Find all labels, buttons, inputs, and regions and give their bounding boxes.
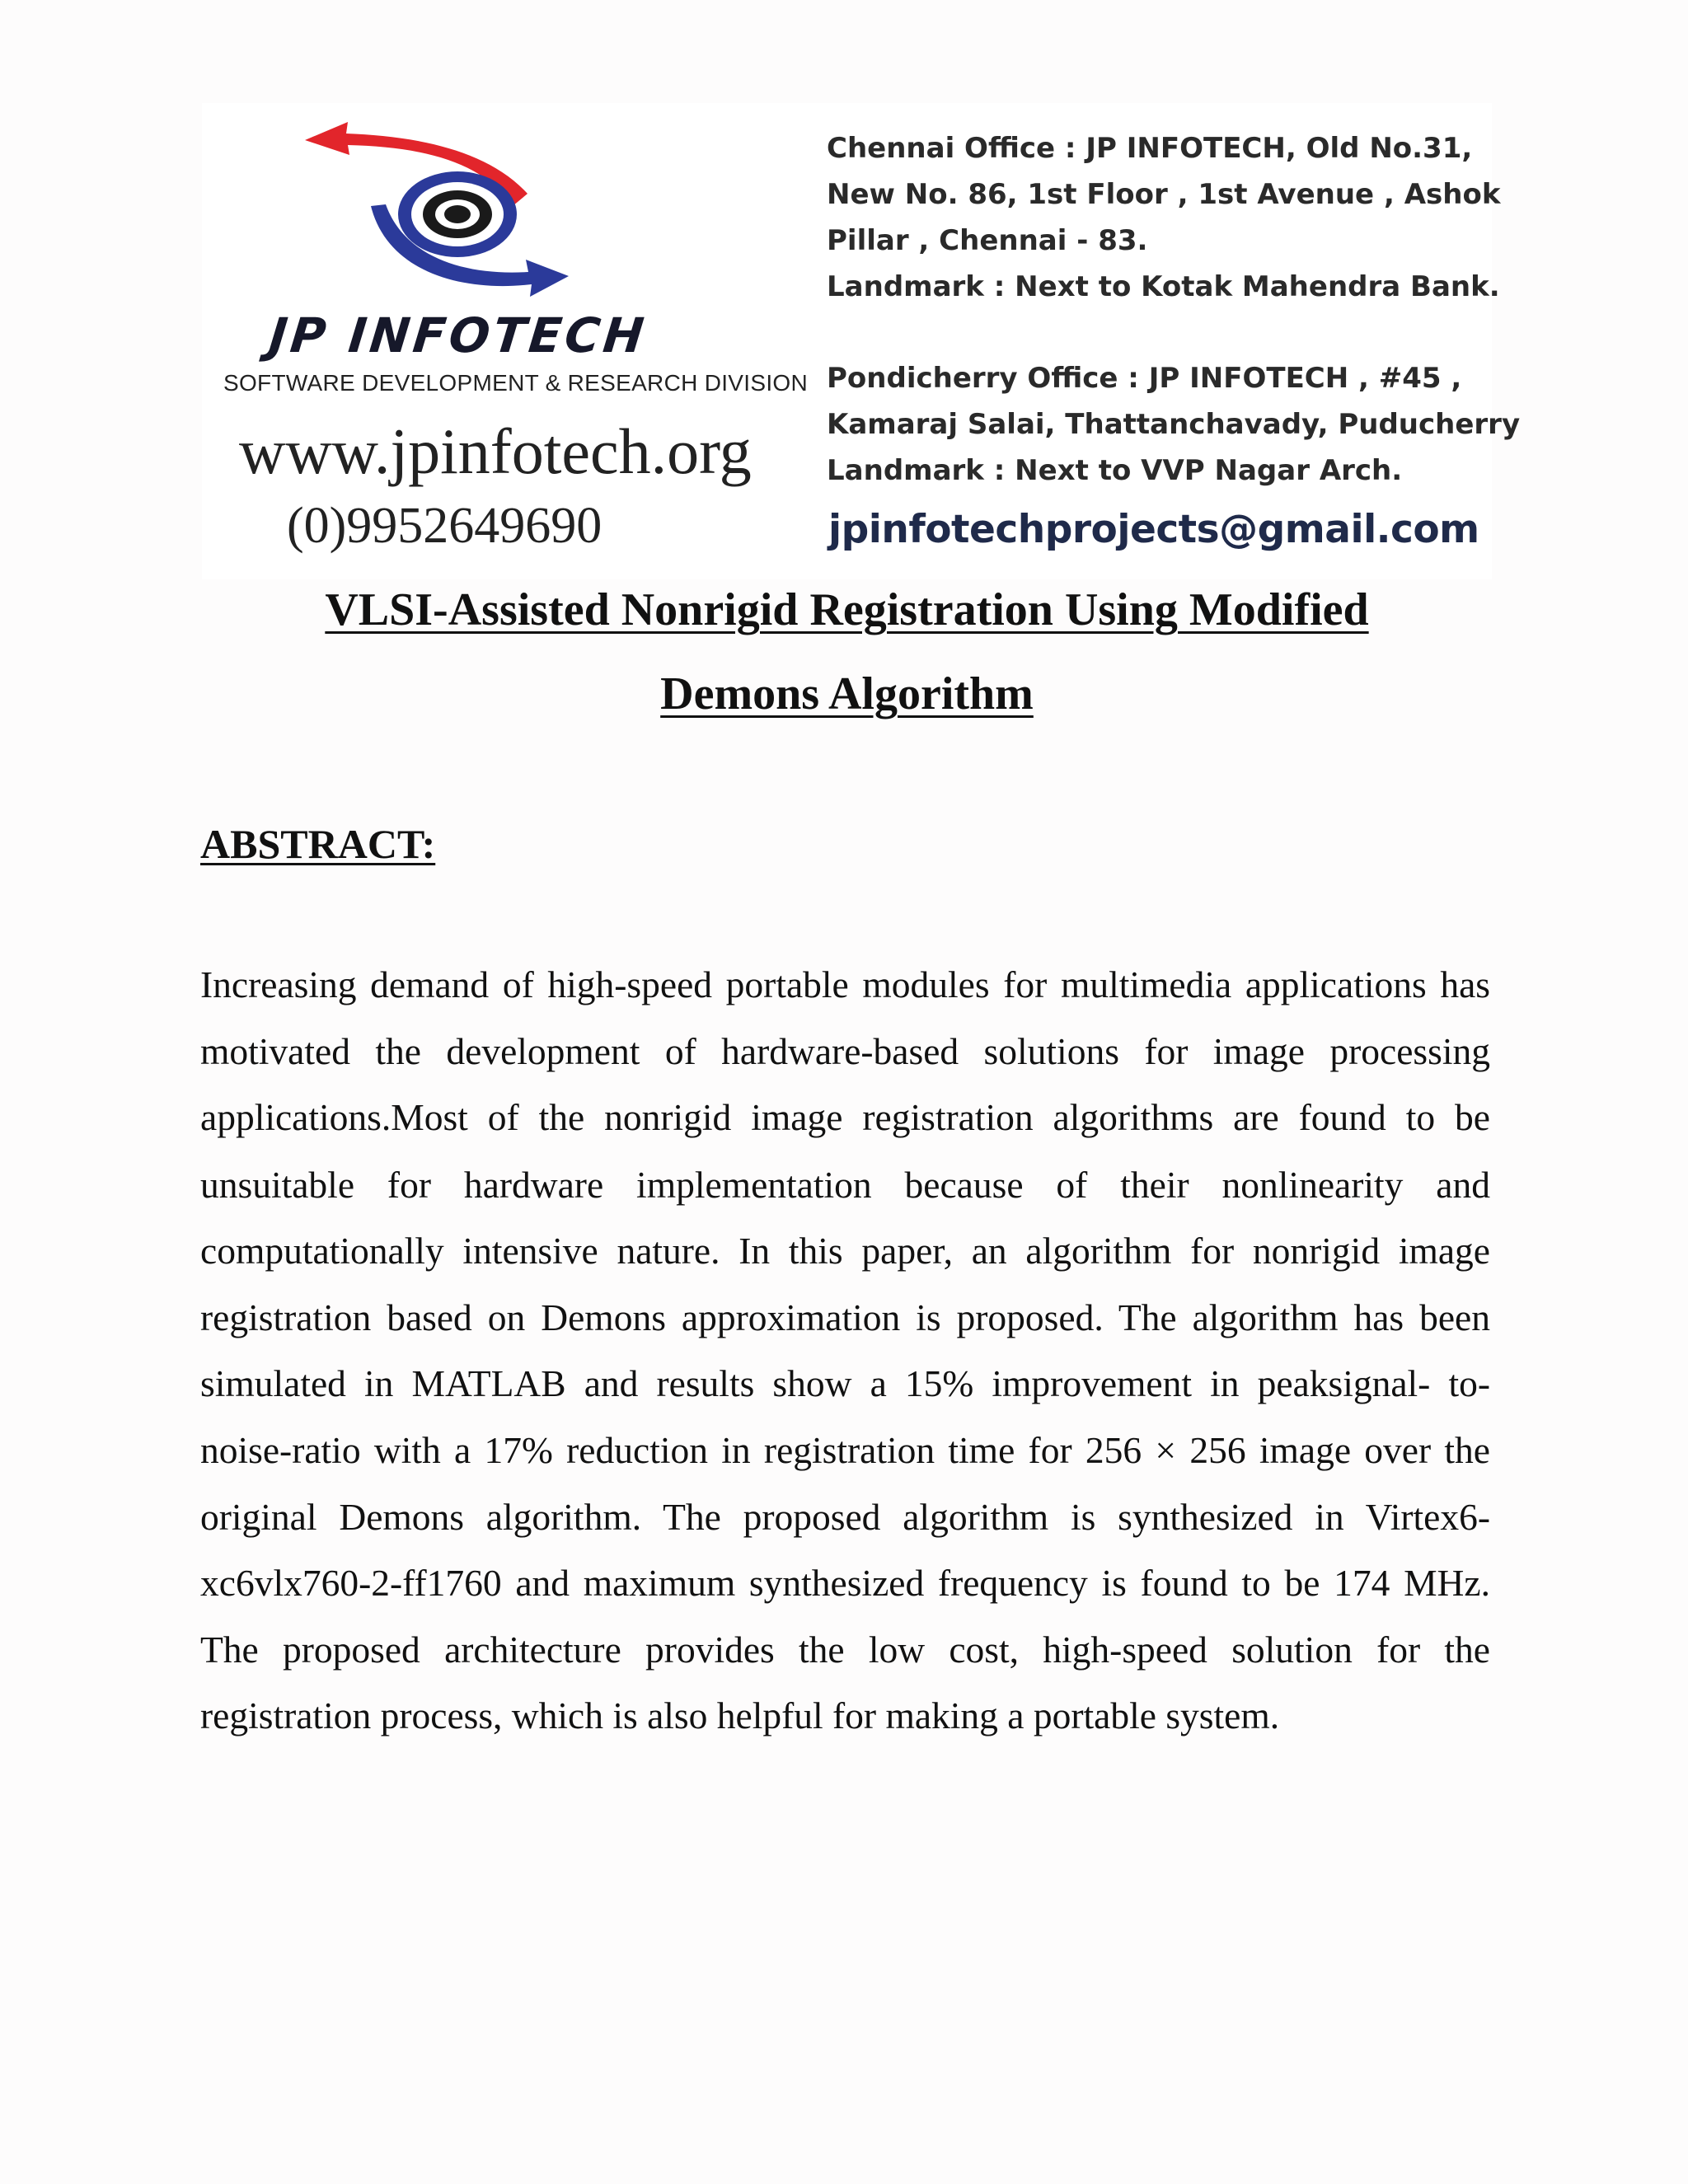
abstract-line: unsuitable for hardware implementation because of their nonlinearity and — [200, 1164, 1490, 1206]
contact-email: jpinfotechprojects@gmail.com — [828, 507, 1479, 552]
chennai-office-address — [827, 125, 1500, 310]
abstract-line: Increasing demand of high-speed portable modules for multimedia applications has — [200, 963, 1490, 1005]
brand-division: SOFTWARE DEVELOPMENT & RESEARCH DIVISION — [223, 370, 809, 396]
abstract-line: registration based on Demons approximation is proposed. The algorithm has been — [200, 1296, 1490, 1338]
brand-name: JP INFOTECH — [266, 307, 650, 363]
brand-phone: (0)9952649690 — [287, 498, 603, 554]
paper-title-line-2: Demons Algorithm — [660, 668, 1034, 719]
pondicherry-office-address — [827, 355, 1520, 494]
header-banner — [202, 103, 1521, 579]
brand-website: www.jpinfotech.org — [239, 415, 752, 487]
chennai-address-line: Landmark : Next to Kotak Mahendra Bank. — [827, 270, 1500, 303]
abstract-line: applications.Most of the nonrigid image registration algorithms are found to be — [200, 1096, 1490, 1138]
abstract-line: simulated in MATLAB and results show a 15% improvement in peaksignal- to- — [200, 1362, 1490, 1404]
pondicherry-address-line: Landmark : Next to VVP Nagar Arch. — [827, 454, 1403, 487]
pondicherry-address-line: Kamaraj Salai, Thattanchavady, Puducherry — [827, 408, 1521, 441]
chennai-address-line: Chennai Office : JP INFOTECH, Old No.31, — [827, 132, 1473, 165]
abstract-line: xc6vlx760-2-ff1760 and maximum synthesized frequency is found to be 174 MHz. — [200, 1562, 1490, 1604]
abstract-line: noise-ratio with a 17% reduction in registration time for 256 × 256 image over the — [200, 1429, 1490, 1471]
abstract-line: registration process, which is also helpful for making a portable system. — [200, 1694, 1280, 1736]
pondicherry-address-line: Pondicherry Office : JP INFOTECH , #45 , — [827, 362, 1462, 395]
abstract-heading: ABSTRACT: — [200, 821, 436, 867]
paper-title-line-1: VLSI-Assisted Nonrigid Registration Using Modified — [325, 584, 1369, 635]
chennai-address-line: Pillar , Chennai - 83. — [827, 224, 1148, 257]
abstract-line: original Demons algorithm. The proposed algorithm is synthesized in Virtex6- — [200, 1496, 1490, 1538]
abstract-line: motivated the development of hardware-based solutions for image processing — [200, 1030, 1490, 1072]
abstract-line: The proposed architecture provides the low cost, high-speed solution for the — [200, 1629, 1490, 1671]
chennai-address-line: New No. 86, 1st Floor , 1st Avenue , Ashok — [827, 178, 1501, 211]
abstract-line: computationally intensive nature. In this paper, an algorithm for nonrigid image — [200, 1230, 1490, 1272]
